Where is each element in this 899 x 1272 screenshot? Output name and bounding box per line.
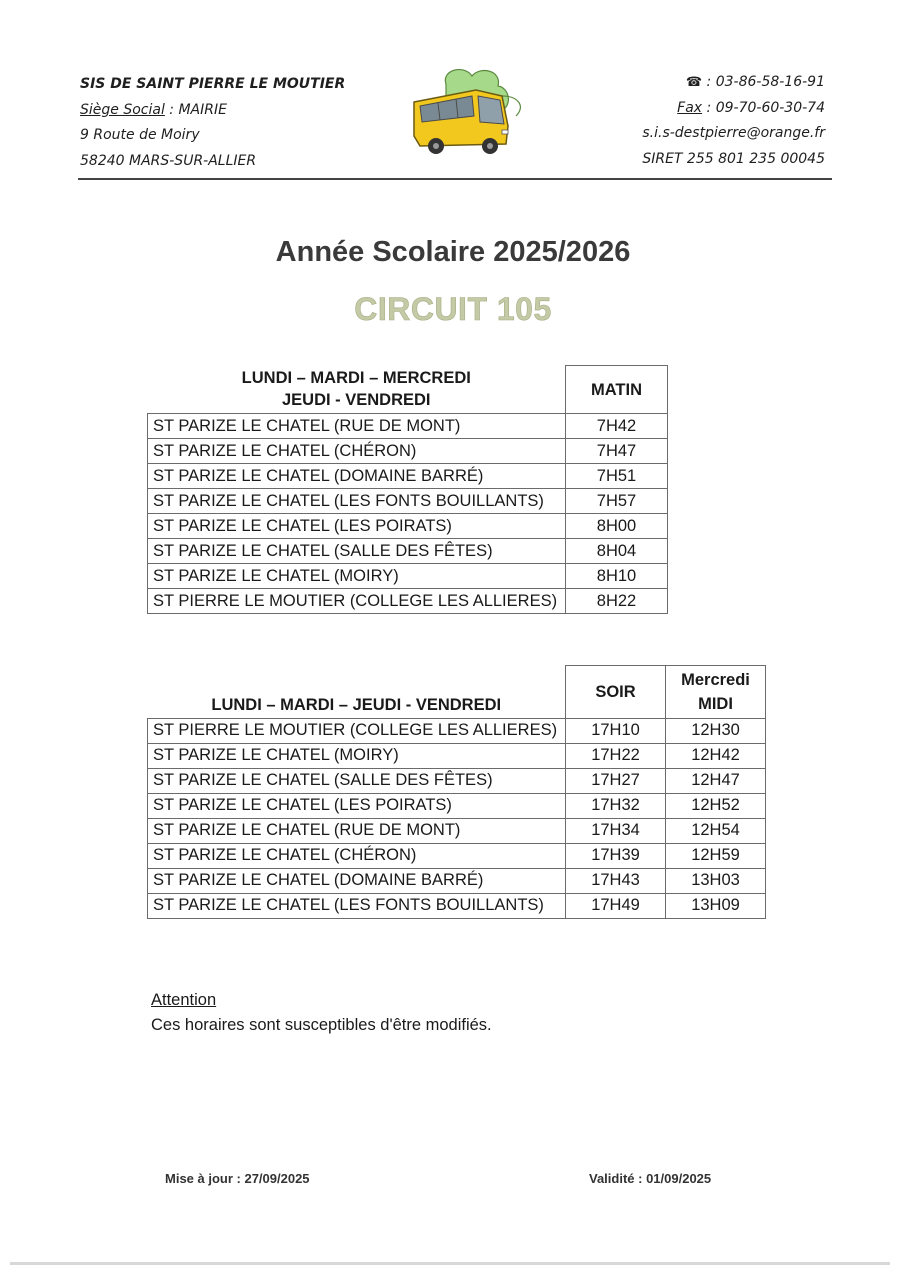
stop-name: ST PARIZE LE CHATEL (DOMAINE BARRÉ) [148, 464, 566, 489]
circuit-title: CIRCUIT 105 [354, 291, 552, 327]
table-row [148, 439, 668, 464]
table-row [148, 818, 766, 843]
stop-name: ST PARIZE LE CHATEL (MOIRY) [148, 564, 566, 589]
days-line-1: LUNDI – MARDI – MERCREDI [241, 369, 471, 388]
table-row [148, 589, 668, 614]
morning-schedule-table [147, 365, 668, 614]
phone-line [642, 70, 825, 96]
siret: SIRET 255 801 235 00045 [642, 150, 825, 167]
days-label [148, 366, 566, 414]
col-header-matin: MATIN [566, 366, 668, 414]
table-row [148, 743, 766, 768]
stop-name: ST PARIZE LE CHATEL (SALLE DES FÊTES) [148, 539, 566, 564]
stop-name: ST PARIZE LE CHATEL (RUE DE MONT) [148, 414, 566, 439]
stop-name: ST PARIZE LE CHATEL (MOIRY) [148, 743, 566, 768]
update-date: Mise à jour : 27/09/2025 [165, 1171, 310, 1186]
table-row [148, 718, 766, 743]
stop-name: ST PARIZE LE CHATEL (DOMAINE BARRÉ) [148, 868, 566, 893]
days-line-2: JEUDI - VENDREDI [281, 391, 431, 410]
time-soir: 17H49 [566, 893, 666, 918]
table-row [148, 868, 766, 893]
time-midi: 13H09 [666, 893, 766, 918]
time-matin: 8H04 [566, 539, 668, 564]
table-header-row [148, 666, 766, 719]
stop-name: ST PARIZE LE CHATEL (LES FONTS BOUILLANTS) [148, 489, 566, 514]
days-label: LUNDI – MARDI – JEUDI - VENDREDI [211, 695, 502, 714]
col-header-midi [666, 666, 766, 719]
phone-icon: ☎ [685, 75, 703, 90]
time-matin: 8H00 [566, 514, 668, 539]
fax-line [642, 96, 825, 122]
time-midi: 13H03 [666, 868, 766, 893]
organisation-name: SIS DE SAINT PIERRE LE MOUTIER [80, 76, 346, 92]
siege-line [80, 98, 345, 124]
table-row [148, 414, 668, 439]
time-soir: 17H32 [566, 793, 666, 818]
table-row [148, 564, 668, 589]
stop-name: ST PIERRE LE MOUTIER (COLLEGE LES ALLIERES) [148, 718, 566, 743]
table-header-row [148, 366, 668, 414]
time-soir: 17H10 [566, 718, 666, 743]
time-matin: 8H22 [566, 589, 668, 614]
scan-edge [10, 1262, 890, 1265]
time-midi: 12H54 [666, 818, 766, 843]
attention-note [151, 988, 492, 1038]
stop-name: ST PIERRE LE MOUTIER (COLLEGE LES ALLIERES) [148, 589, 566, 614]
table-row [148, 489, 668, 514]
time-soir: 17H43 [566, 868, 666, 893]
city-line: 58240 MARS-SUR-ALLIER [80, 152, 257, 169]
stop-name: ST PARIZE LE CHATEL (CHÉRON) [148, 439, 566, 464]
time-soir: 17H34 [566, 818, 666, 843]
col-header-midi-line-2: MIDI [698, 694, 733, 713]
evening-schedule-table [147, 665, 766, 919]
time-midi: 12H52 [666, 793, 766, 818]
time-midi: 12H59 [666, 843, 766, 868]
time-midi: 12H42 [666, 743, 766, 768]
fax-label: Fax [677, 99, 703, 116]
table-row [148, 514, 668, 539]
time-matin: 7H51 [566, 464, 668, 489]
organisation-block [80, 72, 345, 174]
phone-number: : 03-86-58-16-91 [702, 74, 825, 90]
siege-value: : MAIRIE [164, 101, 227, 118]
bus-logo-icon [406, 66, 528, 158]
table-row [148, 893, 766, 918]
validity-date: Validité : 01/09/2025 [589, 1171, 712, 1186]
time-matin: 7H42 [566, 414, 668, 439]
fax-number: : 09-70-60-30-74 [702, 99, 825, 116]
table-row [148, 464, 668, 489]
table-row [148, 843, 766, 868]
time-soir: 17H22 [566, 743, 666, 768]
stop-name: ST PARIZE LE CHATEL (LES POIRATS) [148, 793, 566, 818]
table-row [148, 768, 766, 793]
header-divider [78, 178, 832, 180]
contact-block [642, 70, 825, 172]
email: s.i.s-destpierre@orange.fr [642, 125, 825, 141]
time-midi: 12H30 [666, 718, 766, 743]
time-midi: 12H47 [666, 768, 766, 793]
attention-title: Attention [151, 991, 217, 1009]
col-header-soir: SOIR [566, 666, 666, 719]
address-line: 9 Route de Moiry [80, 127, 200, 143]
page-title: Année Scolaire 2025/2026 [275, 236, 631, 268]
stop-name: ST PARIZE LE CHATEL (CHÉRON) [148, 843, 566, 868]
table-row [148, 793, 766, 818]
stop-name: ST PARIZE LE CHATEL (SALLE DES FÊTES) [148, 768, 566, 793]
attention-text: Ces horaires sont susceptibles d'être modifiés. [151, 1016, 492, 1034]
table-row [148, 539, 668, 564]
stop-name: ST PARIZE LE CHATEL (LES FONTS BOUILLANTS) [148, 893, 566, 918]
col-header-midi-line-1: Mercredi [681, 670, 750, 689]
siege-label: Siège Social [80, 101, 165, 118]
time-matin: 7H47 [566, 439, 668, 464]
stop-name: ST PARIZE LE CHATEL (RUE DE MONT) [148, 818, 566, 843]
time-soir: 17H39 [566, 843, 666, 868]
time-matin: 8H10 [566, 564, 668, 589]
time-matin: 7H57 [566, 489, 668, 514]
stop-name: ST PARIZE LE CHATEL (LES POIRATS) [148, 514, 566, 539]
time-soir: 17H27 [566, 768, 666, 793]
